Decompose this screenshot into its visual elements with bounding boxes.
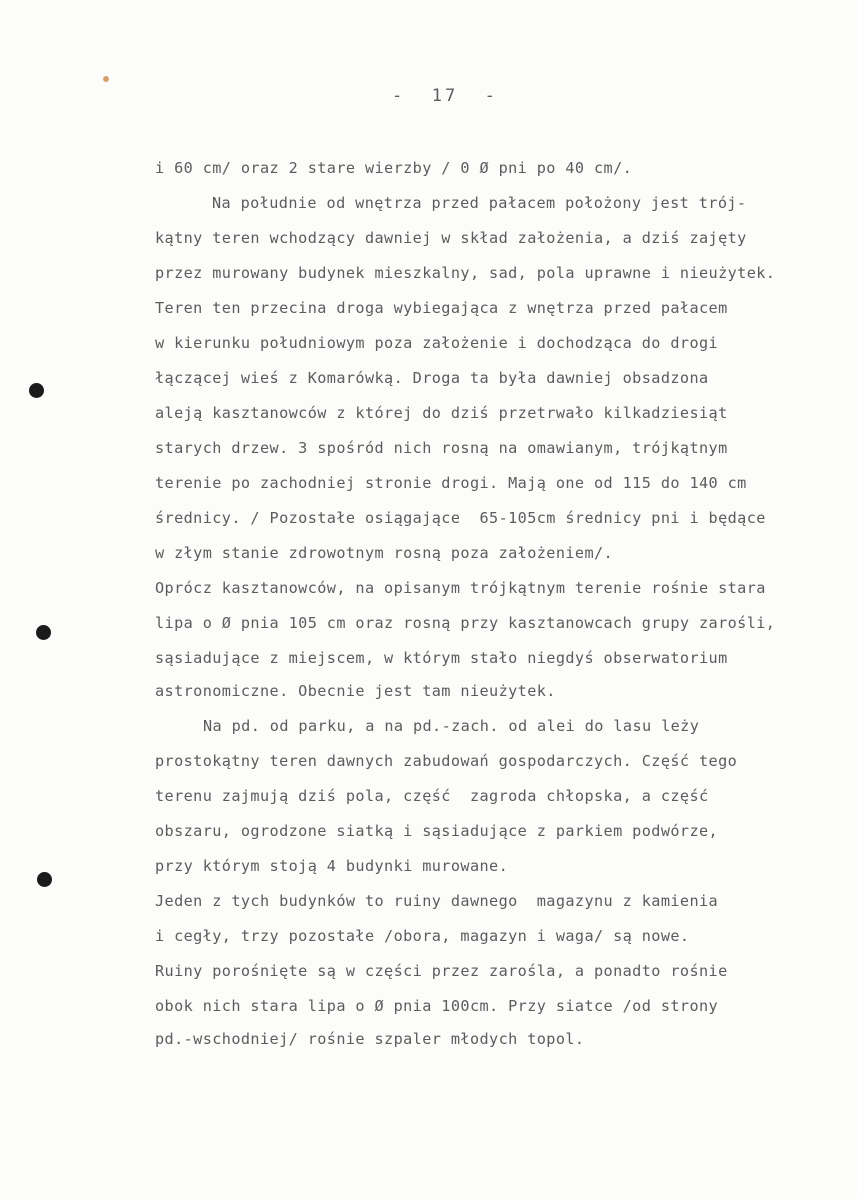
ink-speck (103, 76, 109, 82)
text-line: kątny teren wchodzący dawniej w skład założenia, a dziś zajęty (155, 229, 747, 247)
text-line: obszaru, ogrodzone siatką i sąsiadujące z parkiem podwórze, (155, 822, 719, 840)
text-line: terenie po zachodniej stronie drogi. Mają one od 115 do 140 cm (155, 474, 747, 492)
text-line: terenu zajmują dziś pola, część zagroda chłopska, a część (155, 787, 709, 805)
text-line: lipa o Ø pnia 105 cm oraz rosną przy kasztanowcach grupy zarośli, (155, 614, 776, 632)
text-line: aleją kasztanowców z której do dziś przetrwało kilkadziesiąt (155, 404, 728, 422)
text-line: pd.-wschodniej/ rośnie szpaler młodych topol. (155, 1030, 585, 1048)
text-line: Ruiny porośnięte są w części przez zarośla, a ponadto rośnie (155, 962, 728, 980)
text-line: starych drzew. 3 spośród nich rosną na omawianym, trójkątnym (155, 439, 728, 457)
text-line: Jeden z tych budynków to ruiny dawnego magazynu z kamienia (155, 892, 719, 910)
text-line: średnicy. / Pozostałe osiągające 65-105cm średnicy pni i będące (155, 509, 766, 527)
binder-hole-top (29, 383, 44, 398)
page-number: - 17 - (392, 86, 498, 106)
text-line: sąsiadujące z miejscem, w którym stało niegdyś obserwatorium (155, 649, 728, 667)
text-line: Teren ten przecina droga wybiegająca z wnętrza przed pałacem (155, 299, 728, 317)
text-line: Na południe od wnętrza przed pałacem położony jest trój- (212, 194, 747, 212)
text-line: Oprócz kasztanowców, na opisanym trójkątnym terenie rośnie stara (155, 579, 766, 597)
text-line: astronomiczne. Obecnie jest tam nieużytek. (155, 682, 556, 700)
text-line: przy którym stoją 4 budynki murowane. (155, 857, 509, 875)
text-line: przez murowany budynek mieszkalny, sad, pola uprawne i nieużytek. (155, 264, 776, 282)
text-line: obok nich stara lipa o Ø pnia 100cm. Przy siatce /od strony (155, 997, 719, 1015)
text-line: i cegły, trzy pozostałe /obora, magazyn i waga/ są nowe. (155, 927, 690, 945)
text-line: Na pd. od parku, a na pd.-zach. od alei do lasu leży (203, 717, 700, 735)
text-line: prostokątny teren dawnych zabudowań gospodarczych. Część tego (155, 752, 738, 770)
text-line: w złym stanie zdrowotnym rosną poza założeniem/. (155, 544, 614, 562)
binder-hole-middle (36, 625, 51, 640)
text-line: w kierunku południowym poza założenie i dochodząca do drogi (155, 334, 719, 352)
text-line: łączącej wieś z Komarówką. Droga ta była dawniej obsadzona (155, 369, 709, 387)
binder-hole-bottom (37, 872, 52, 887)
text-line: i 60 cm/ oraz 2 stare wierzby / 0 Ø pni po 40 cm/. (155, 159, 633, 177)
